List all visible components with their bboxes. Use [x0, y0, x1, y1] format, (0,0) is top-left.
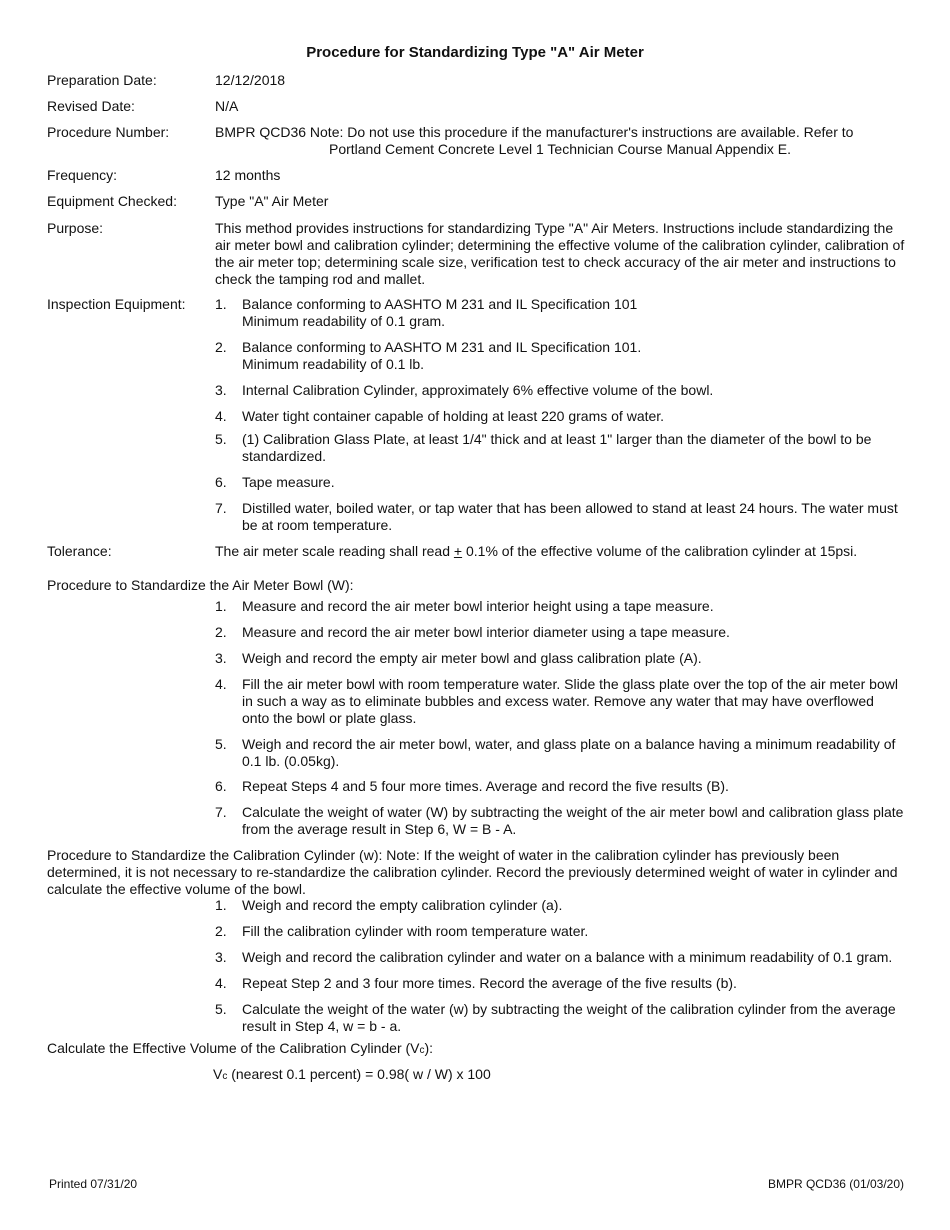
bowl-step-6: [215, 778, 905, 795]
item-number: 2.: [215, 339, 227, 355]
step-number: 2.: [215, 624, 227, 640]
step-number: 5.: [215, 736, 227, 752]
item-text: Distilled water, boiled water, or tap water that has been allowed to stand at least 24 hours. The water must be at room temperature.: [242, 500, 898, 533]
item-text: Water tight container capable of holding at least 220 grams of water.: [242, 408, 665, 424]
step-number: 4.: [215, 975, 227, 991]
step-text: Measure and record the air meter bowl interior diameter using a tape measure.: [242, 624, 730, 640]
procedure-number-label: Procedure Number:: [47, 124, 170, 140]
bowl-step-3: [215, 650, 905, 667]
subscript: c: [419, 1045, 425, 1056]
item-text: (1) Calibration Glass Plate, at least 1/4" thick and at least 1" larger than the diameter of the bowl to be standardized.: [242, 431, 872, 464]
step-number: 1.: [215, 897, 227, 913]
inspection-item-2: [215, 339, 905, 373]
bowl-step-4: [215, 676, 905, 727]
item-number: 1.: [215, 296, 227, 312]
heading-text: Calculate the Effective Volume of the Calibration Cylinder (V: [47, 1040, 420, 1056]
tolerance-text: The air meter scale reading shall read: [215, 543, 454, 559]
subscript: c: [222, 1071, 228, 1082]
step-number: 4.: [215, 676, 227, 692]
formula-text: V: [213, 1066, 223, 1082]
step-text: Repeat Step 2 and 3 four more times. Record the average of the five results (b).: [242, 975, 737, 991]
item-number: 7.: [215, 500, 227, 516]
step-text: Calculate the weight of water (W) by subtracting the weight of the air meter bowl and calibration glass plate from the average result in Step 6, W = B - A.: [242, 804, 904, 837]
step-text: Weigh and record the empty calibration cylinder (a).: [242, 897, 563, 913]
effective-volume-formula: [213, 1066, 903, 1085]
bowl-step-1: [215, 598, 905, 615]
step-text: Measure and record the air meter bowl interior height using a tape measure.: [242, 598, 714, 614]
effective-volume-heading: [47, 1040, 905, 1059]
cylinder-step-3: [215, 949, 905, 966]
cylinder-procedure-heading: Procedure to Standardize the Calibration Cylinder (w): Note: If the weight of water in the calibration cylinder has previously been determined, it is not necessary to re-standardize the calibration cylinder. Record the previously determined weight of water in cylinder and calculate the effective volume of the bowl.: [47, 847, 898, 897]
tolerance-value: [215, 543, 905, 560]
cylinder-step-4: [215, 975, 905, 992]
equipment-checked-label: Equipment Checked:: [47, 193, 177, 209]
procedure-number-value: [215, 124, 905, 158]
item-text: Minimum readability of 0.1 gram.: [242, 313, 446, 329]
tolerance-label: Tolerance:: [47, 543, 112, 559]
frequency-value: 12 months: [215, 167, 281, 183]
inspection-equipment-label: Inspection Equipment:: [47, 296, 186, 312]
step-text: Fill the air meter bowl with room temperature water. Slide the glass plate over the top of the air meter bowl in such a way as to eliminate bubbles and excess water. Remove any water that may have overflowed onto the bowl or plate glass.: [242, 676, 898, 726]
bowl-step-5: [215, 736, 905, 770]
frequency-label: Frequency:: [47, 167, 118, 183]
cylinder-step-1: [215, 897, 905, 914]
step-number: 1.: [215, 598, 227, 614]
cylinder-step-5: [215, 1001, 905, 1035]
inspection-item-4: [215, 408, 905, 425]
revised-date-value: N/A: [215, 98, 239, 114]
purpose-label: Purpose:: [47, 220, 104, 236]
step-number: 5.: [215, 1001, 227, 1017]
step-text: Calculate the weight of the water (w) by subtracting the weight of the calibration cylinder from the average result in Step 4, w = b - a.: [242, 1001, 896, 1034]
document-code: BMPR QCD36 (01/03/20): [767, 1177, 904, 1191]
inspection-item-3: [215, 382, 905, 399]
procedure-number-line-1: BMPR QCD36 Note: Do not use this procedure if the manufacturer's instructions are available. Refer to: [215, 124, 854, 140]
item-text: Tape measure.: [242, 474, 335, 490]
item-number: 6.: [215, 474, 227, 490]
step-text: Fill the calibration cylinder with room temperature water.: [242, 923, 589, 939]
inspection-item-1: [215, 296, 905, 330]
step-text: Repeat Steps 4 and 5 four more times. Average and record the five results (B).: [242, 778, 729, 794]
step-number: 3.: [215, 650, 227, 666]
step-text: Weigh and record the air meter bowl, water, and glass plate on a balance having a minimum readability of 0.1 lb. (0.05kg).: [242, 736, 896, 769]
item-text: Balance conforming to AASHTO M 231 and IL Specification 101.: [242, 339, 642, 355]
item-text: Minimum readability of 0.1 lb.: [242, 356, 425, 372]
bowl-step-7: [215, 804, 905, 838]
step-number: 6.: [215, 778, 227, 794]
item-text: Balance conforming to AASHTO M 231 and IL Specification 101: [242, 296, 638, 312]
step-number: 3.: [215, 949, 227, 965]
item-number: 3.: [215, 382, 227, 398]
inspection-item-6: [215, 474, 905, 491]
preparation-date-label: Preparation Date:: [47, 72, 157, 88]
inspection-item-5: [215, 431, 905, 465]
printed-date: Printed 07/31/20: [49, 1177, 138, 1191]
inspection-item-7: [215, 500, 905, 534]
bowl-procedure-heading: Procedure to Standardize the Air Meter Bowl (W):: [47, 577, 354, 593]
equipment-checked-value: Type "A" Air Meter: [215, 193, 329, 209]
page-title: Procedure for Standardizing Type "A" Air Meter: [306, 44, 644, 61]
step-text: Weigh and record the calibration cylinder and water on a balance with a minimum readability of 0.1 gram.: [242, 949, 893, 965]
bowl-step-2: [215, 624, 905, 641]
tolerance-text: 0.1% of the effective volume of the calibration cylinder at 15psi.: [462, 543, 858, 559]
heading-text: ):: [424, 1040, 434, 1056]
item-number: 4.: [215, 408, 227, 424]
formula-text: (nearest 0.1 percent) = 0.98( w / W) x 100: [227, 1066, 491, 1082]
step-number: 7.: [215, 804, 227, 820]
revised-date-label: Revised Date:: [47, 98, 135, 114]
step-text: Weigh and record the empty air meter bowl and glass calibration plate (A).: [242, 650, 702, 666]
item-text: Internal Calibration Cylinder, approximately 6% effective volume of the bowl.: [242, 382, 714, 398]
purpose-value: This method provides instructions for standardizing Type "A" Air Meters. Instructions include standardizing the air meter bowl and calibration cylinder; determining the effective volume of the calibration cylinder, calibration of the air meter top; determining scale size, verification test to check accuracy of the air meter and instructions to check the tamping rod and mallet.: [215, 220, 905, 287]
item-number: 5.: [215, 431, 227, 447]
procedure-number-line-2: Portland Cement Concrete Level 1 Technician Course Manual Appendix E.: [328, 141, 791, 157]
step-number: 2.: [215, 923, 227, 939]
preparation-date-value: 12/12/2018: [215, 72, 286, 88]
cylinder-step-2: [215, 923, 905, 940]
plus-minus-symbol: +: [453, 543, 463, 559]
